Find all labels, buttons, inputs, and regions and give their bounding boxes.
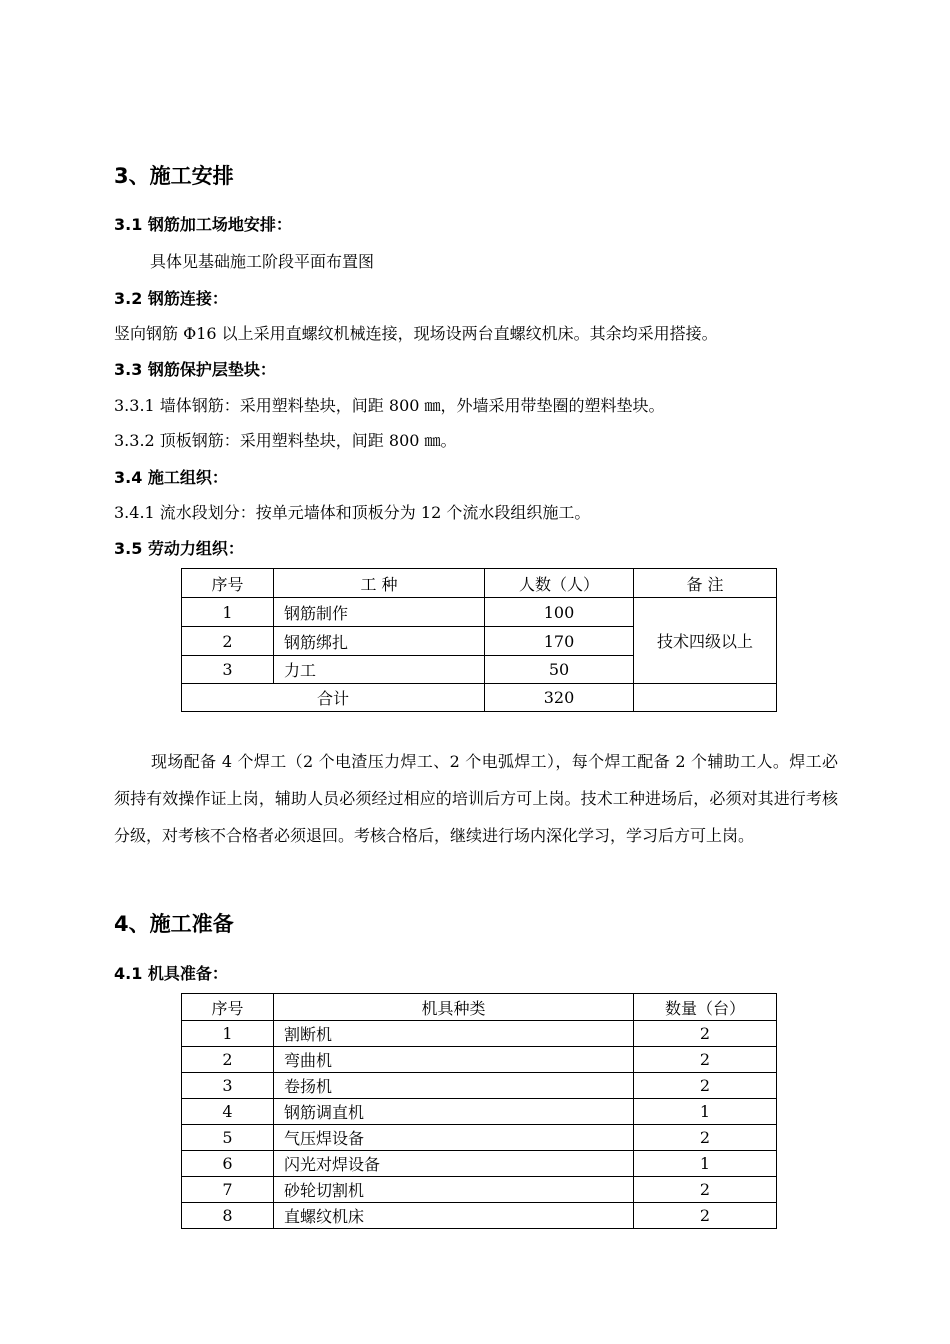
table-row	[182, 1151, 777, 1177]
cell-no: 6	[182, 1151, 274, 1177]
cell-qty: 2	[634, 1021, 777, 1047]
cell-machine: 钢筋调直机	[274, 1099, 634, 1125]
cell-no: 4	[182, 1099, 274, 1125]
section-3-title: 3、施工安排	[114, 164, 234, 188]
table-row	[182, 598, 777, 627]
cell-count: 100	[485, 598, 634, 627]
section-3-3-title: 3.3 钢筋保护层垫块：	[114, 360, 276, 379]
header-no: 序号	[182, 569, 274, 598]
table-header-row	[182, 994, 777, 1021]
cell-empty	[634, 684, 777, 712]
cell-type: 钢筋绑扎	[274, 627, 485, 656]
cell-no: 2	[182, 627, 274, 656]
cell-no: 5	[182, 1125, 274, 1151]
machine-table	[181, 993, 777, 1229]
section-4-title: 4、施工准备	[114, 912, 234, 936]
section-3-2-title: 3.2 钢筋连接：	[114, 289, 228, 308]
cell-no: 3	[182, 656, 274, 684]
cell-qty: 2	[634, 1177, 777, 1203]
header-type: 工 种	[274, 569, 485, 598]
cell-total-value: 320	[485, 684, 634, 712]
section-3-1-text: 具体见基础施工阶段平面布置图	[150, 252, 375, 271]
header-remark: 备 注	[634, 569, 777, 598]
cell-machine: 直螺纹机床	[274, 1203, 634, 1229]
staffing-paragraph: 现场配备 4 个焊工（2 个电渣压力焊工、2 个电弧焊工），每个焊工配备 2 个辅助工人。焊工必须持有效操作证上岗，辅助人员必须经过相应的培训后方可上岗。技术工种进场后，必须对其进行考核分级，对考核不合格者必须退回。考核合格后，继续进行场内深化学习，学习后方可上岗。	[114, 752, 838, 845]
cell-no: 1	[182, 1021, 274, 1047]
cell-no: 8	[182, 1203, 274, 1229]
cell-qty: 2	[634, 1047, 777, 1073]
header-machine: 机具种类	[274, 994, 634, 1021]
cell-no: 7	[182, 1177, 274, 1203]
cell-machine: 割断机	[274, 1021, 634, 1047]
cell-machine: 弯曲机	[274, 1047, 634, 1073]
table-total-row	[182, 684, 777, 712]
table-header-row	[182, 569, 777, 598]
labor-table	[181, 568, 777, 712]
section-3-2-text: 竖向钢筋 Φ16 以上采用直螺纹机械连接，现场设两台直螺纹机床。其余均采用搭接。	[114, 324, 718, 343]
cell-type: 钢筋制作	[274, 598, 485, 627]
cell-qty: 2	[634, 1203, 777, 1229]
cell-machine: 闪光对焊设备	[274, 1151, 634, 1177]
header-no: 序号	[182, 994, 274, 1021]
section-3-3-2-text: 3.3.2 顶板钢筋：采用塑料垫块，间距 800 ㎜。	[114, 431, 457, 450]
table-row	[182, 1073, 777, 1099]
table-row	[182, 1047, 777, 1073]
cell-no: 2	[182, 1047, 274, 1073]
cell-count: 50	[485, 656, 634, 684]
table-row	[182, 1125, 777, 1151]
section-3-4-1-text: 3.4.1 流水段划分：按单元墙体和顶板分为 12 个流水段组织施工。	[114, 503, 591, 522]
cell-qty: 1	[634, 1099, 777, 1125]
header-qty: 数量（台）	[634, 994, 777, 1021]
cell-qty: 2	[634, 1125, 777, 1151]
table-row	[182, 1099, 777, 1125]
section-3-4-title: 3.4 施工组织：	[114, 468, 228, 487]
cell-no: 3	[182, 1073, 274, 1099]
cell-machine: 卷扬机	[274, 1073, 634, 1099]
cell-type: 力工	[274, 656, 485, 684]
cell-count: 170	[485, 627, 634, 656]
section-3-3-1-text: 3.3.1 墙体钢筋：采用塑料垫块，间距 800 ㎜，外墙采用带垫圈的塑料垫块。	[114, 396, 665, 415]
section-3-1-title: 3.1 钢筋加工场地安排：	[114, 215, 292, 234]
table-row	[182, 1177, 777, 1203]
table-row	[182, 1021, 777, 1047]
header-count: 人数（人）	[485, 569, 634, 598]
cell-qty: 2	[634, 1073, 777, 1099]
cell-qty: 1	[634, 1151, 777, 1177]
section-3-5-title: 3.5 劳动力组织：	[114, 539, 244, 558]
section-4-1-title: 4.1 机具准备：	[114, 964, 228, 983]
cell-machine: 砂轮切割机	[274, 1177, 634, 1203]
cell-remark: 技术四级以上	[634, 598, 777, 684]
cell-total-label: 合计	[182, 684, 485, 712]
table-row	[182, 1203, 777, 1229]
cell-no: 1	[182, 598, 274, 627]
cell-machine: 气压焊设备	[274, 1125, 634, 1151]
